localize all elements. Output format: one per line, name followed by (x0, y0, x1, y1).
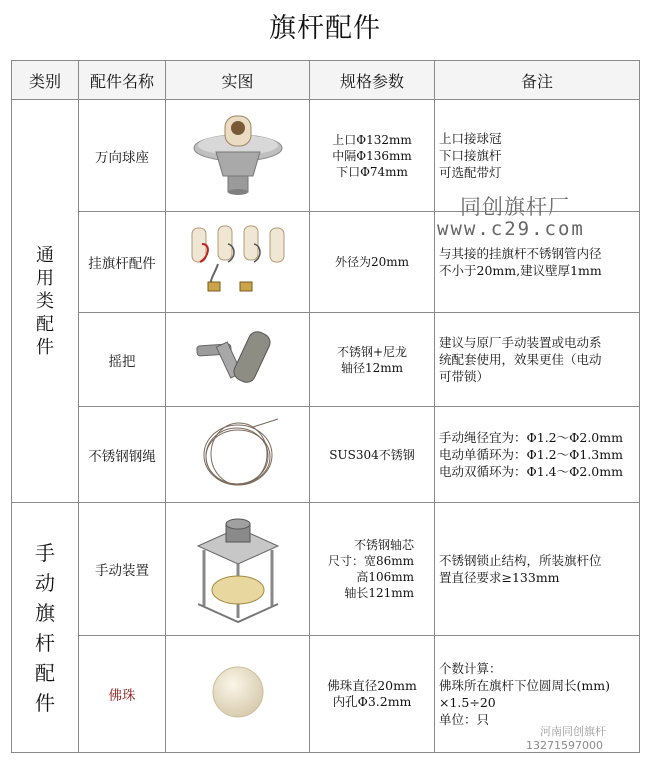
page-title: 旗杆配件 (269, 13, 381, 44)
note-cell: 上口接球冠 下口接旗杆 可选配带灯 (435, 100, 640, 212)
header-spec: 规格参数 (310, 61, 435, 100)
spec-cell: 佛珠直径20mm 内孔Φ3.2mm (310, 636, 435, 753)
table-row (12, 503, 640, 636)
table-header-row (12, 61, 640, 100)
note-cell: 手动绳径宜为：Φ1.2～Φ2.0mm 电动单循环为：Φ1.2～Φ1.3mm 电动双循环为：Φ1.4～Φ2.0mm (435, 407, 640, 503)
part-name: 佛珠 (79, 636, 166, 753)
flag-hook-clips-icon (166, 212, 310, 313)
watermark-phone: 13271597000 (526, 739, 603, 752)
spec-cell: SUS304不锈钢 (310, 407, 435, 503)
spec-cell: 不锈钢轴芯 尺寸：宽86mm 高106mm 轴长121mm (310, 503, 435, 636)
spec-cell: 不锈钢+尼龙 轴径12mm (310, 313, 435, 407)
part-name: 手动装置 (79, 503, 166, 636)
accessories-table (11, 60, 640, 753)
category-general: 通 用 类 配 件 (12, 100, 79, 503)
manual-winch-icon (166, 503, 310, 636)
note-cell: 与其接的挂旗杆不锈钢管内径 不小于20mm,建议壁厚1mm (435, 212, 640, 313)
watermark-footer-company: 河南同创旗杆 (540, 725, 606, 738)
note-cell: 不锈钢锁止结构，所装旗杆位 置直径要求≥133mm (435, 503, 640, 636)
part-name: 万向球座 (79, 100, 166, 212)
watermark-site: www.c29.com (437, 218, 585, 240)
note-cell: 个数计算： 佛珠所在旗杆下位圆周长(mm) ×1.5÷20 单位：只 (435, 636, 640, 753)
table-row (12, 407, 640, 503)
header-image: 实图 (166, 61, 310, 100)
part-name: 挂旗杆配件 (79, 212, 166, 313)
header-category: 类别 (12, 61, 79, 100)
steel-wire-rope-icon (166, 407, 310, 503)
crank-handle-icon (166, 313, 310, 407)
part-name: 不锈钢钢绳 (79, 407, 166, 503)
header-name: 配件名称 (79, 61, 166, 100)
header-note: 备注 (435, 61, 640, 100)
ball-seat-icon (166, 100, 310, 212)
spec-cell: 上口Φ132mm 中隔Φ136mm 下口Φ74mm (310, 100, 435, 212)
nylon-bead-icon (166, 636, 310, 753)
watermark-company: 同创旗杆厂 (460, 195, 570, 219)
spec-cell: 外径为20mm (310, 212, 435, 313)
note-cell: 建议与原厂手动装置或电动系 统配套使用，效果更佳（电动 可带锁） (435, 313, 640, 407)
part-name: 摇把 (79, 313, 166, 407)
category-manual: 手 动 旗 杆 配 件 (12, 503, 79, 753)
table-row (12, 313, 640, 407)
